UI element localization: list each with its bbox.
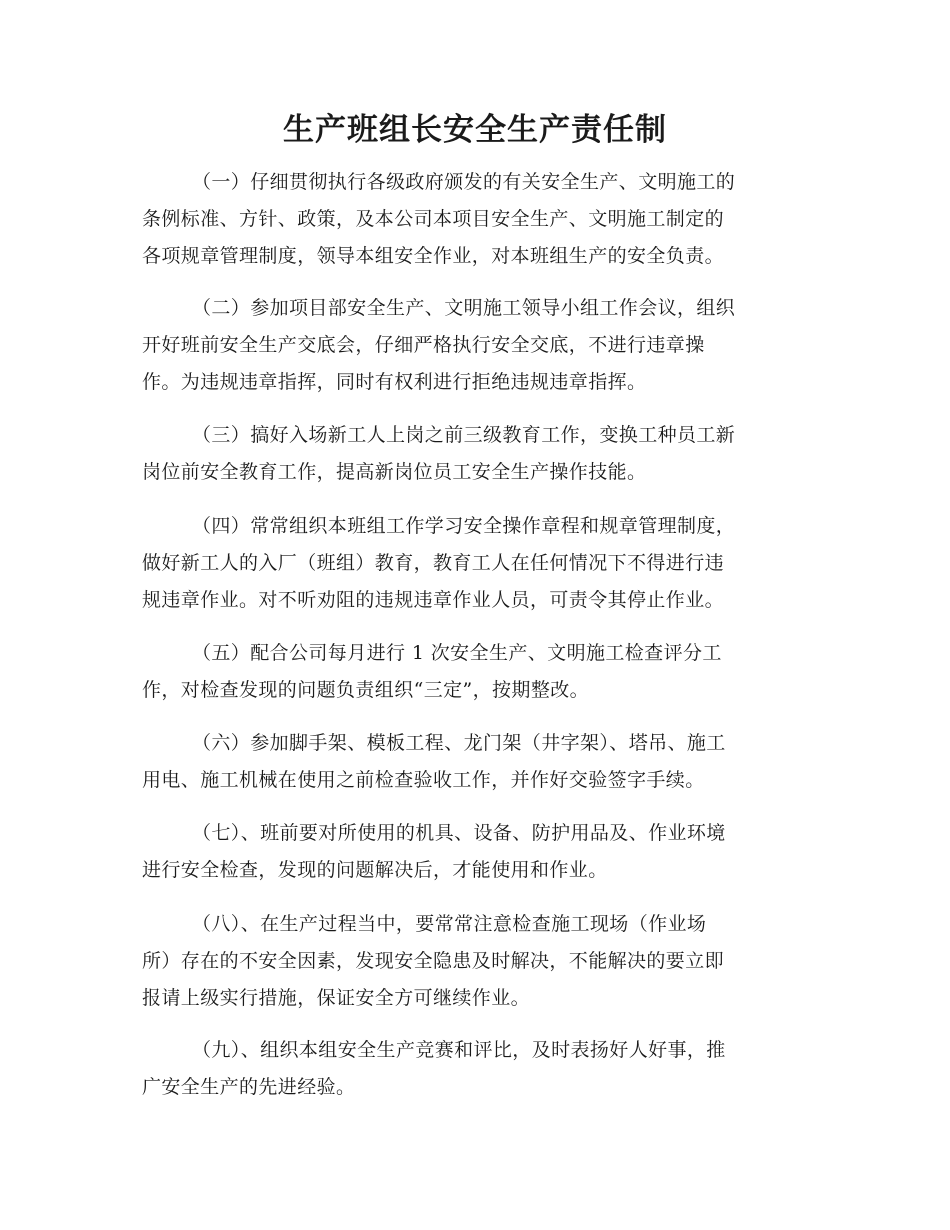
paragraph-line: 作。为违规违章指挥，同时有权利进行拒绝违规违章指挥。 xyxy=(142,371,647,393)
paragraph-line: 广安全生产的先进经验。 xyxy=(142,1076,356,1098)
paragraph-1 xyxy=(142,164,810,275)
paragraph-line: 报请上级实行措施，保证安全方可继续作业。 xyxy=(142,987,531,1009)
paragraph-line: （二）参加项目部安全生产、文明施工领导小组工作会议，组织 xyxy=(192,297,736,319)
paragraph-line: 所）存在的不安全因素，发现安全隐患及时解决，不能解决的要立即 xyxy=(142,950,725,972)
paragraph-9 xyxy=(142,1032,810,1106)
paragraph-2 xyxy=(142,290,810,401)
paragraph-line: 各项规章管理制度，领导本组安全作业，对本班组生产的安全负责。 xyxy=(142,245,725,267)
paragraph-line: 进行安全检查，发现的问题解决后，才能使用和作业。 xyxy=(142,859,608,881)
paragraph-line: （八）、在生产过程当中，要常常注意检查施工现场（作业场 xyxy=(192,913,707,935)
paragraph-6 xyxy=(142,725,810,799)
paragraph-7 xyxy=(142,815,810,889)
paragraph-line: （三）搞好入场新工人上岗之前三级教育工作，变换工种员工新 xyxy=(192,424,736,446)
document-title: 生产班组长安全生产责任制 xyxy=(283,112,667,148)
paragraph-line: （六）参加脚手架、模板工程、龙门架（井字架）、塔吊、施工 xyxy=(192,732,726,754)
paragraph-line: （一）仔细贯彻执行各级政府颁发的有关安全生产、文明施工的 xyxy=(192,171,736,193)
paragraph-line: 用电、施工机械在使用之前检查验收工作，并作好交验签字手续。 xyxy=(142,769,705,791)
paragraph-line: （四）常常组织本班组工作学习安全操作章程和规章管理制度， xyxy=(192,515,736,537)
paragraph-line: 规违章作业。对不听劝阻的违规违章作业人员，可责令其停止作业。 xyxy=(142,589,725,611)
paragraph-line: 作，对检查发现的问题负责组织“三定”，按期整改。 xyxy=(142,679,590,701)
paragraph-line: 岗位前安全教育工作，提高新岗位员工安全生产操作技能。 xyxy=(142,461,647,483)
paragraph-4 xyxy=(142,508,810,619)
paragraph-line: 条例标准、方针、政策，及本公司本项目安全生产、文明施工制定的 xyxy=(142,208,725,230)
paragraph-5 xyxy=(142,635,810,709)
paragraph-line: 做好新工人的入厂（班组）教育，教育工人在任何情况下不得进行违 xyxy=(142,552,725,574)
paragraph-3 xyxy=(142,417,810,491)
paragraph-line: 开好班前安全生产交底会，仔细严格执行安全交底，不进行违章操 xyxy=(142,334,705,356)
paragraph-line: （九）、组织本组安全生产竞赛和评比，及时表扬好人好事，推 xyxy=(192,1039,726,1061)
paragraph-line: （七）、班前要对所使用的机具、设备、防护用品及、作业环境 xyxy=(192,822,726,844)
paragraph-line: （五）配合公司每月进行 1 次安全生产、文明施工检查评分工 xyxy=(192,642,722,664)
paragraph-8 xyxy=(142,906,810,1017)
